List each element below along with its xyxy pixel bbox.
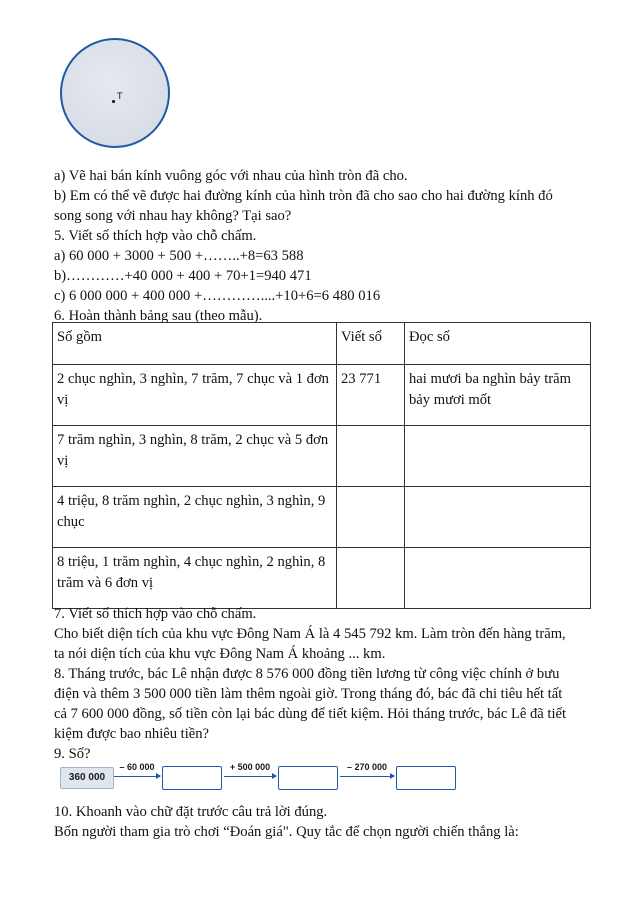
number-flow-diagram [60,762,420,788]
text-line: 9. Số? [54,746,91,762]
table-row [53,365,591,426]
table-cell[interactable] [405,548,591,609]
flow-arrow-icon [114,776,160,777]
text-line: điện và thêm 3 500 000 tiền làm thêm ngoài giờ. Trong tháng đó, bác đã chi tiêu hết tất [54,686,563,702]
flow-answer-box[interactable] [396,766,456,790]
table-cell: 23 771 [337,365,405,426]
flow-operation-label: – 60 000 [119,762,155,772]
text-line: a) 60 000 + 3000 + 500 +……..+8=63 588 [54,248,304,264]
text-line: b) Em có thể vẽ được hai đường kính của hình tròn đã cho sao cho hai đường kính đó [54,188,553,204]
table-cell[interactable] [405,426,591,487]
table-row [53,426,591,487]
table-cell[interactable] [337,548,405,609]
table-header-row [53,323,591,365]
text-line: Cho biết diện tích của khu vực Đông Nam Á là 4 545 792 km. Làm tròn đến hàng trăm, [54,626,566,642]
table-cell[interactable] [337,426,405,487]
text-line: Bốn người tham gia trò chơi “Đoán giá". Quy tắc để chọn người chiến thắng là: [54,824,519,840]
exercise-text-bottom [54,604,594,764]
circle-center-dot [112,100,115,103]
flow-operation-label: – 270 000 [346,762,388,772]
circle-center-label: T [117,91,123,101]
flow-start-value: 360 000 [60,767,114,789]
flow-operation-label: + 500 000 [229,762,271,772]
text-line: kiệm được bao nhiêu tiền? [54,726,210,742]
text-line: 10. Khoanh vào chữ đặt trước câu trả lời đúng. [54,804,328,820]
circle-figure [60,38,170,148]
table-row [53,548,591,609]
table-cell: 7 trăm nghìn, 3 nghìn, 8 trăm, 2 chục và 5 đơn vị [53,426,337,487]
table-cell: 2 chục nghìn, 3 nghìn, 7 trăm, 7 chục và 1 đơn vị [53,365,337,426]
text-line: cả 7 600 000 đồng, số tiền còn lại bác dùng để tiết kiệm. Hỏi tháng trước, bác Lê đã tiết [54,706,567,722]
table-cell[interactable] [337,487,405,548]
exercise-text-top [54,166,594,326]
text-line: song song với nhau hay không? Tại sao? [54,208,292,224]
flow-arrow-icon [340,776,394,777]
text-line: c) 6 000 000 + 400 000 +…………....+10+6=6 480 016 [54,288,381,304]
text-line: 7. Viết số thích hợp vào chỗ chấm. [54,606,257,622]
text-line: 6. Hoàn thành bảng sau (theo mẫu). [54,308,263,324]
flow-answer-box[interactable] [162,766,222,790]
table-header-cell: Số gồm [53,323,337,365]
flow-arrow-icon [224,776,276,777]
text-line: 8. Tháng trước, bác Lê nhận được 8 576 000 đồng tiền lương từ công việc chính ở bưu [54,666,560,682]
text-line: ta nói diện tích của khu vực Đông Nam Á khoảng ... km. [54,646,386,662]
flow-answer-box[interactable] [278,766,338,790]
table-header-cell: Viết số [337,323,405,365]
text-line: 5. Viết số thích hợp vào chỗ chấm. [54,228,257,244]
table-header-cell: Đọc số [405,323,591,365]
exercise-text-end [54,802,594,842]
number-table [52,322,591,609]
circle-shape [60,38,170,148]
text-line: a) Vẽ hai bán kính vuông góc với nhau của hình tròn đã cho. [54,168,408,184]
table-cell: 4 triệu, 8 trăm nghìn, 2 chục nghìn, 3 nghìn, 9 chục [53,487,337,548]
text-line: b)…………+40 000 + 400 + 70+1=940 471 [54,268,312,284]
table-cell: hai mươi ba nghìn bảy trăm bảy mươi mốt [405,365,591,426]
table-cell: 8 triệu, 1 trăm nghìn, 4 chục nghìn, 2 nghìn, 8 trăm và 6 đơn vị [53,548,337,609]
table-row [53,487,591,548]
table-cell[interactable] [405,487,591,548]
